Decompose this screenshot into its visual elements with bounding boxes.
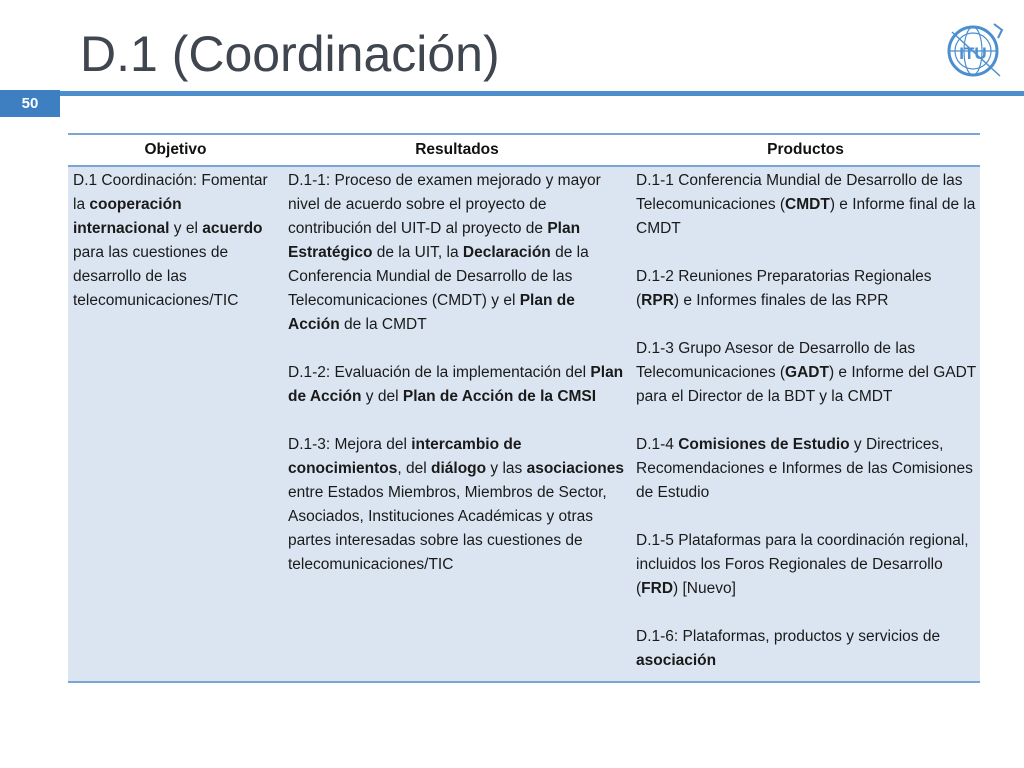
text-run: D.1-2: Evaluación de la implementación del: [288, 364, 591, 381]
bold-text: FRD: [641, 580, 674, 597]
paragraph: [636, 625, 976, 673]
text-run: D.1-6: Plataformas, productos y servicios de: [636, 628, 941, 645]
text-run: D.1-3: Mejora del: [288, 436, 412, 453]
text-run: y el: [169, 220, 203, 237]
text-run: de la CMDT: [339, 316, 427, 333]
text-run: y del: [361, 388, 403, 405]
bold-text: Plan de Acción: [288, 292, 575, 333]
text-run: ) e Informe final de la CMDT: [636, 196, 976, 237]
text-run: D.1-2 Reuniones Preparatorias Regionales (: [636, 268, 932, 309]
paragraph: [288, 169, 627, 337]
paragraph: [288, 361, 627, 409]
bold-text: CMDT: [785, 196, 830, 213]
text-run: para las cuestiones de desarrollo de las telecomunicaciones/TIC: [73, 244, 239, 309]
bold-text: Plan de Acción de la CMSI: [402, 388, 597, 405]
table-row: [68, 166, 980, 682]
text-run: entre Estados Miembros, Miembros de Sector, Asociados, Instituciones Académicas y otras partes interesadas sobre las cuestiones de telecomunicaciones/TIC: [288, 484, 607, 573]
text-run: ) e Informe del GADT para el Director de la BDT y la CMDT: [636, 364, 976, 405]
header-rule: [60, 91, 1024, 96]
text-run: y Directrices, Recomendaciones e Informes de las Comisiones de Estudio: [636, 436, 973, 501]
bold-text: cooperación internacional: [73, 196, 182, 237]
bold-text: acuerdo: [202, 220, 263, 237]
paragraph: [636, 433, 976, 505]
coordination-table: [68, 133, 980, 683]
text-run: D.1-1: Proceso de examen mejorado y mayor nivel de acuerdo sobre el proyecto de contribución del UIT-D al proyecto de: [288, 172, 601, 237]
itu-logo-text: ITU: [959, 44, 987, 63]
text-run: D.1-3 Grupo Asesor de Desarrollo de las Telecomunicaciones (: [636, 340, 916, 381]
table-header-row: [68, 134, 980, 166]
paragraph: [636, 169, 976, 241]
paragraph: [636, 265, 976, 313]
bold-text: diálogo: [431, 460, 487, 477]
text-run: ) e Informes finales de las RPR: [673, 292, 889, 309]
bold-text: Plan de Acción: [288, 364, 624, 405]
text-run: , del: [397, 460, 431, 477]
header-objetivo: Objetivo: [68, 134, 283, 166]
cell-objetivo: [68, 166, 283, 682]
bold-text: Plan Estratégico: [288, 220, 581, 261]
bold-text: Declaración: [462, 244, 551, 261]
text-run: D.1 Coordinación: Fomentar la: [73, 172, 268, 213]
itu-logo-icon: [942, 18, 1008, 84]
paragraph: [636, 529, 976, 601]
bold-text: Comisiones de Estudio: [678, 436, 850, 453]
paragraph: [288, 433, 627, 577]
text-run: D.1-5 Plataformas para la coordinación regional, incluidos los Foros Regionales de Desarrollo (: [636, 532, 969, 597]
bold-text: GADT: [785, 364, 829, 381]
text-run: de la Conferencia Mundial de Desarrollo de las Telecomunicaciones (CMDT) y el: [288, 244, 589, 309]
text-run: D.1-4: [636, 436, 679, 453]
bold-text: intercambio de conocimientos: [288, 436, 522, 477]
text-run: y las: [486, 460, 527, 477]
slide-title: D.1 (Coordinación): [80, 26, 500, 82]
header-productos: Productos: [631, 134, 980, 166]
text-run: ) [Nuevo]: [673, 580, 736, 597]
paragraph: [73, 169, 279, 313]
bold-text: asociaciones: [526, 460, 624, 477]
cell-resultados: [283, 166, 631, 682]
text-run: D.1-1 Conferencia Mundial de Desarrollo de las Telecomunicaciones (: [636, 172, 963, 213]
header-resultados: Resultados: [283, 134, 631, 166]
slide-number-badge: 50: [0, 90, 60, 117]
bold-text: asociación: [636, 652, 717, 669]
paragraph: [636, 337, 976, 409]
text-run: de la UIT, la: [372, 244, 463, 261]
cell-productos: [631, 166, 980, 682]
bold-text: RPR: [641, 292, 674, 309]
